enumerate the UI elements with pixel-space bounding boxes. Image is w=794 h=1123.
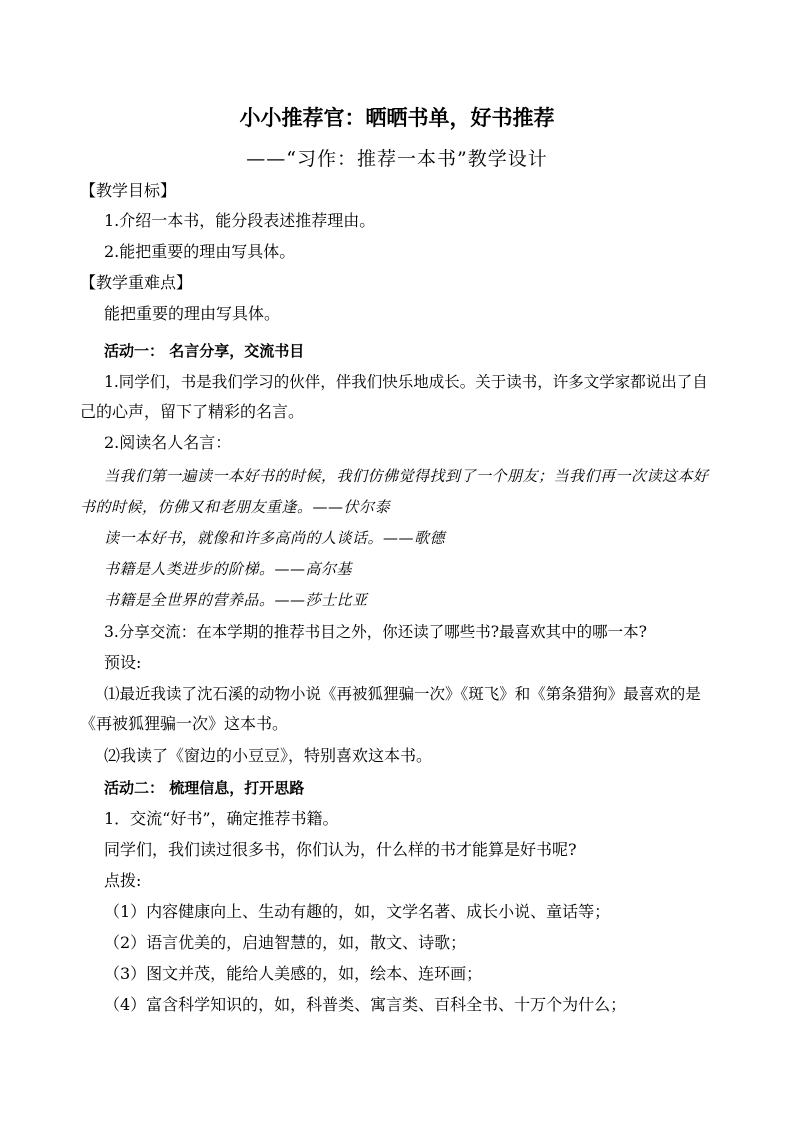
quote-line: 读一本好书，就像和许多高尚的人谈话。——歌德 bbox=[104, 529, 446, 547]
hint-item: （4）富含科学知识的，如，科普类、寓言类、百科全书、十万个为什么； bbox=[104, 995, 627, 1014]
document-subtitle: ——“习作：推荐一本书”教学设计 bbox=[246, 148, 548, 170]
objective-item: 2.能把重要的理由写具体。 bbox=[104, 242, 296, 261]
quote-line: 当我们第一遍读一本好书的时候，我们仿佛觉得找到了一个朋友；当我们再一次读这本好 bbox=[104, 467, 709, 485]
preset-item: ⑴最近我读了沈石溪的动物小说《再被狐狸骗一次》《斑飞》和《第条猎狗》最喜欢的是 bbox=[104, 685, 701, 703]
activity1-heading: 活动一： 名言分享，交流书目 bbox=[104, 342, 305, 360]
quote-line: 书籍是人类进步的阶梯。——高尔基 bbox=[104, 560, 353, 578]
activity1-paragraph: 己的心声，留下了精彩的名言。 bbox=[80, 402, 305, 421]
preset-item: 《再被狐狸骗一次》这本书。 bbox=[80, 714, 289, 733]
objective-item: 1.介绍一本书，能分段表述推荐理由。 bbox=[104, 211, 376, 230]
activity2-heading: 活动二： 梳理信息，打开思路 bbox=[104, 779, 305, 797]
quote-line: 书籍是全世界的营养品。——莎士比亚 bbox=[104, 591, 368, 609]
activity1-paragraph: 1.同学们，书是我们学习的伙伴，伴我们快乐地成长。关于读书，许多文学家都说出了自 bbox=[104, 373, 708, 391]
preset-label: 预设: bbox=[104, 653, 142, 672]
activity1-paragraph: 3.分享交流：在本学期的推荐书目之外，你还读了哪些书?最喜欢其中的哪一本? bbox=[104, 623, 647, 641]
hint-label: 点拨: bbox=[104, 871, 142, 890]
hint-item: （3）图文并茂，能给人美感的，如，绘本、连环画； bbox=[104, 964, 483, 983]
activity2-paragraph: 同学们，我们读过很多书，你们认为，什么样的书才能算是好书呢? bbox=[104, 840, 577, 859]
activity2-paragraph: 1．交流“好书”，确定推荐书籍。 bbox=[104, 809, 339, 828]
document-title: 小小推荐官：晒晒书单，好书推荐 bbox=[239, 106, 555, 130]
objectives-heading: 【教学目标】 bbox=[80, 181, 177, 200]
hint-item: （1）内容健康向上、生动有趣的，如，文学名著、成长小说、童话等； bbox=[104, 902, 611, 921]
activity1-paragraph: 2.阅读名人名言： bbox=[104, 433, 232, 452]
preset-item: ⑵我读了《窗边的小豆豆》，特别喜欢这本书。 bbox=[104, 746, 433, 765]
key-points-heading: 【教学重难点】 bbox=[80, 273, 193, 292]
key-points-text: 能把重要的理由写具体。 bbox=[104, 304, 281, 323]
hint-item: （2）语言优美的，启迪智慧的，如，散文、诗歌； bbox=[104, 933, 467, 952]
quote-line: 书的时候，仿佛又和老朋友重逢。——伏尔泰 bbox=[80, 498, 391, 516]
